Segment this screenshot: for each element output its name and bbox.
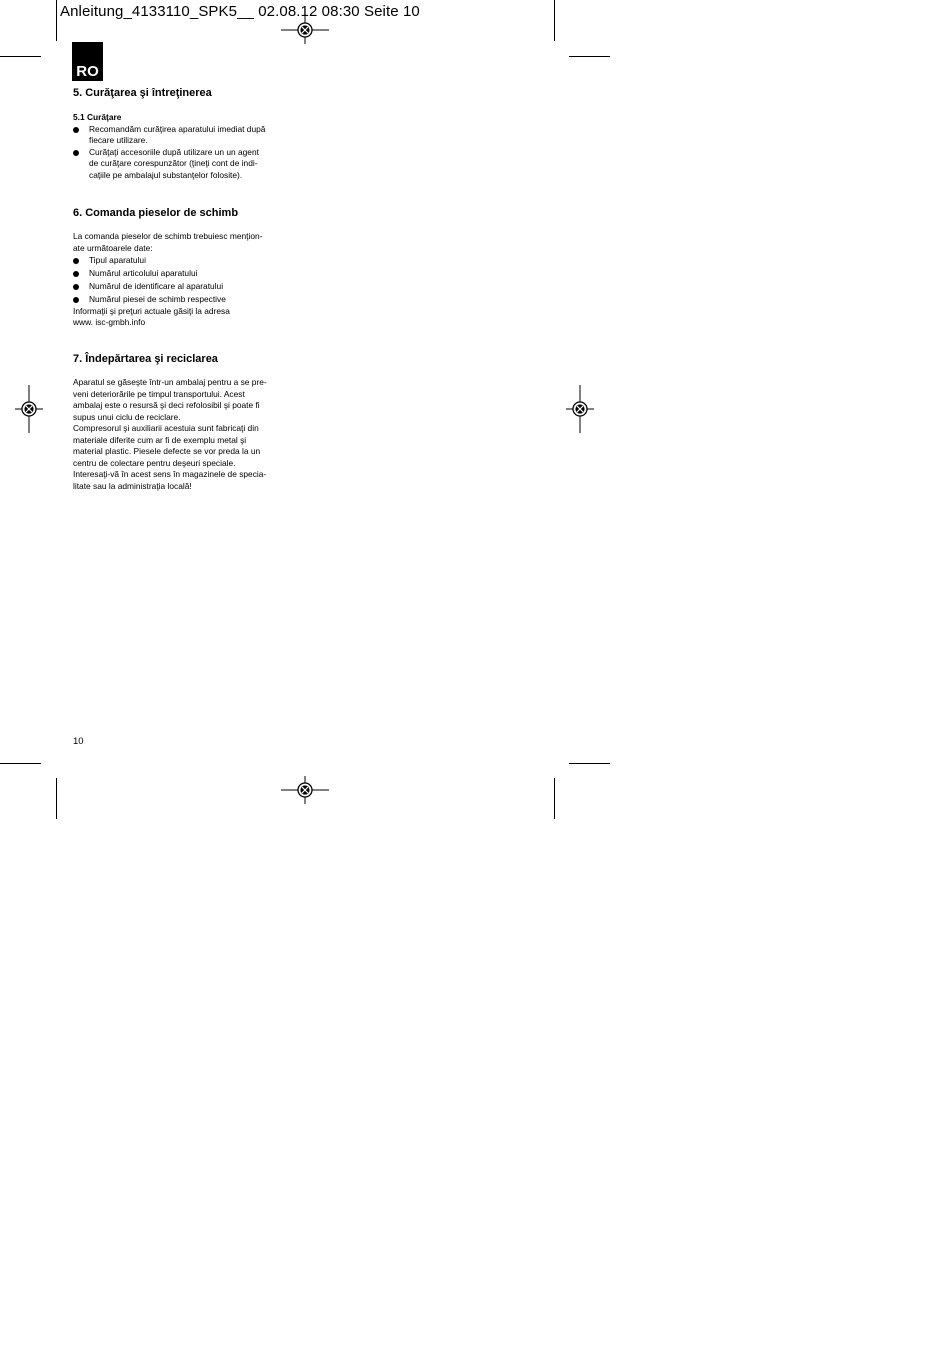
- crop-mark-bottom-left-h: [0, 763, 41, 764]
- registration-mark-icon: [566, 385, 594, 433]
- section-spare-parts: [73, 206, 299, 329]
- paragraph: Informaţii şi preţuri actuale găsiţi la adresa www. isc-gmbh.info: [73, 306, 299, 329]
- paragraph: La comanda pieselor de schimb trebuiesc menţion- ate următoarele date:: [73, 231, 263, 253]
- section-disposal: [73, 352, 299, 492]
- bullet-list: [73, 255, 299, 306]
- list-item: Numărul articolului aparatului: [73, 268, 299, 280]
- crop-mark-top-right-h: [569, 56, 610, 57]
- website-link: www. isc-gmbh.info: [73, 317, 146, 327]
- crop-mark-bottom-left: [56, 778, 57, 819]
- registration-mark-icon: [281, 776, 329, 804]
- list-item: Recomandăm curăţirea aparatului imediat după fiecare utilizare.: [73, 124, 299, 147]
- crop-mark-top-right: [554, 0, 555, 41]
- page-number: 10: [73, 736, 84, 747]
- section-title: 6. Comanda pieselor de schimb: [73, 207, 239, 219]
- language-code: RO: [76, 63, 99, 80]
- registration-mark-icon: [281, 16, 329, 44]
- section-title: 5. Curăţarea şi întreţinerea: [73, 87, 212, 99]
- bullet-list: [73, 124, 299, 182]
- paragraph: Aparatul se găseşte într-un ambalaj pentru a se pre- veni deteriorările pe timpul transportului. Acest ambalaj este o resursă şi deci refolosibil şi poate fi supus unui ciclu de reciclare. Compresorul şi auxiliarii acestuia sunt fabricaţi din materiale diferite cum ar fi de exemplu metal şi material plastic. Piesele defecte se vor preda la un centru de colectare pentru deşeuri speciale. Interesaţi-vă în acest sens în magazinele de specia- litate sau la administraţia locală!: [73, 377, 267, 491]
- section-cleaning: [73, 86, 299, 181]
- list-item: Numărul de identificare al aparatului: [73, 281, 299, 293]
- language-badge: [72, 42, 103, 81]
- list-item: Tipul aparatului: [73, 255, 299, 267]
- crop-mark-bottom-right-h: [569, 763, 610, 764]
- crop-mark-top-left-h: [0, 56, 41, 57]
- subsection-title: 5.1 Curăţare: [73, 112, 122, 122]
- section-title: 7. Îndepărtarea şi reciclarea: [73, 353, 218, 365]
- crop-mark-bottom-right: [554, 778, 555, 819]
- crop-mark-top-left: [56, 0, 57, 41]
- registration-mark-icon: [15, 385, 43, 433]
- print-slug: Anleitung_4133110_SPK5__ 02.08.12 08:30 Seite 10: [60, 3, 420, 20]
- list-item: Curăţaţi accesoriile după utilizare un un agent de curăţare corespunzător (ţineţi cont de indi- caţiile pe ambalajul substanţelor folosite).: [73, 147, 299, 182]
- list-item: Numărul piesei de schimb respective: [73, 294, 299, 306]
